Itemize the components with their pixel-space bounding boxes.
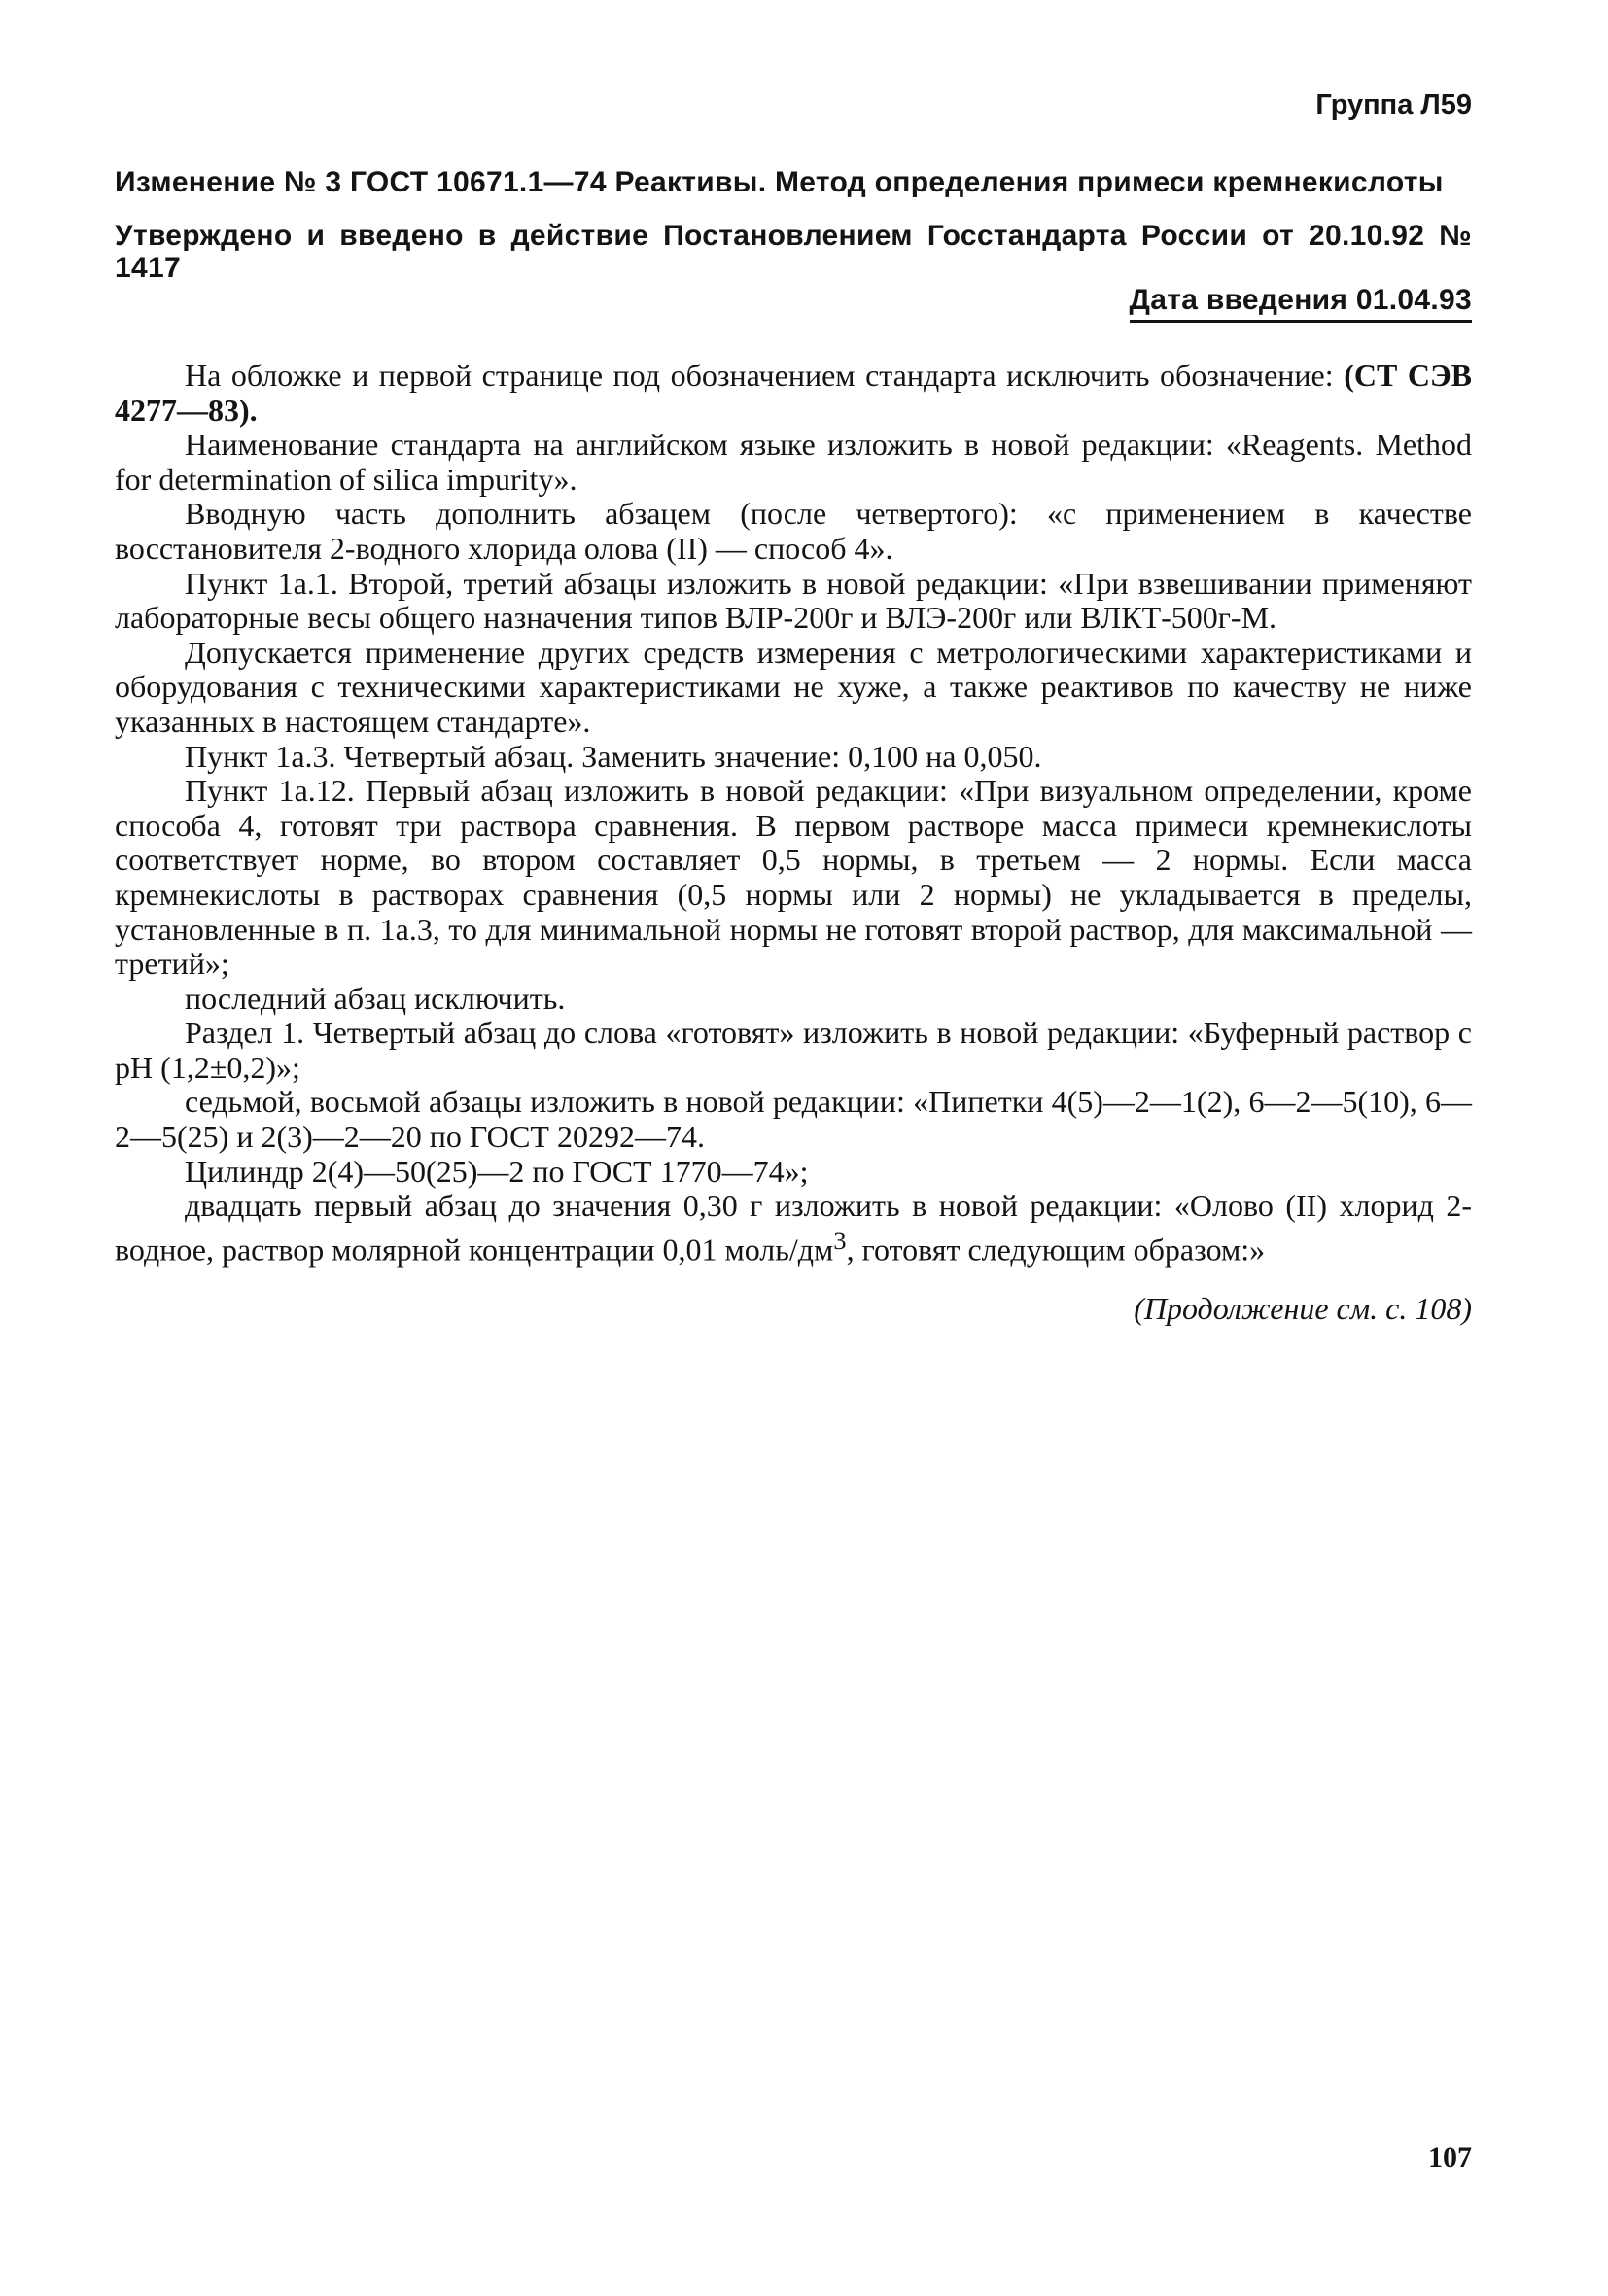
intro-date-row bbox=[115, 284, 1472, 323]
paragraph-text: Цилиндр 2(4)—50(25)—2 по ГОСТ 1770—74»; bbox=[185, 1153, 809, 1189]
paragraph bbox=[115, 497, 1472, 566]
paragraph bbox=[115, 636, 1472, 740]
approval-statement: Утверждено и введено в действие Постановлением Госстандарта России от 20.10.92 № 1417 bbox=[115, 220, 1472, 284]
paragraph-text: Вводную часть дополнить абзацем (после четвертого): «с применением в качестве восстановителя 2-водного хлорида олова (II) — способ 4». bbox=[115, 496, 1472, 566]
paragraph-text: двадцать первый абзац до значения 0,30 г изложить в новой редакции: «Олово (II) хлорид 2-водное, раствор молярной концентрации 0,01 моль/дм bbox=[115, 1188, 1472, 1268]
unit-superscript: 3 bbox=[833, 1225, 847, 1255]
continuation-note: (Продолжение см. с. 108) bbox=[1134, 1291, 1472, 1327]
document-page bbox=[115, 89, 1472, 1327]
paragraph-text: Раздел 1. Четвертый абзац до слова «готовят» изложить в новой редакции: «Буферный раствор с pH (1,2±0,2)»; bbox=[115, 1015, 1472, 1085]
amendment-title: Изменение № 3 ГОСТ 10671.1—74 Реактивы. Метод определения примеси кремнекислоты bbox=[115, 166, 1444, 198]
paragraph bbox=[115, 1155, 1472, 1190]
paragraph-text: Пункт 1а.3. Четвертый абзац. Заменить значение: 0,100 на 0,050. bbox=[185, 738, 1042, 774]
group-label: Группа Л59 bbox=[1315, 89, 1472, 121]
paragraph bbox=[115, 1189, 1472, 1268]
paragraph-text: Допускается применение других средств измерения с метрологическими характеристиками и оборудования с техническими характеристиками не хуже, а также реактивов по качеству не ниже указанных в настоящем стандарте». bbox=[115, 634, 1472, 739]
paragraph bbox=[115, 567, 1472, 636]
paragraph-text: , готовят следующим образом:» bbox=[846, 1232, 1266, 1268]
amendment-body bbox=[115, 359, 1472, 1268]
paragraph bbox=[115, 982, 1472, 1017]
paragraph bbox=[115, 1016, 1472, 1085]
paragraph-text: Пункт 1а.1. Второй, третий абзацы изложить в новой редакции: «При взвешивании применяют лабораторные весы общего назначения типов ВЛР-200г и ВЛЭ-200г или ВЛКТ-500г-М. bbox=[115, 565, 1472, 636]
paragraph bbox=[115, 774, 1472, 982]
paragraph-text: Наименование стандарта на английском языке изложить в новой редакции: «Reagents. Method for determination of silica impurity». bbox=[115, 427, 1472, 497]
page-number: 107 bbox=[1428, 2141, 1472, 2174]
paragraph-bold-text: (СТ СЭВ 4277—83). bbox=[115, 358, 1473, 428]
paragraph bbox=[115, 428, 1472, 497]
paragraph-text: Пункт 1а.12. Первый абзац изложить в новой редакции: «При визуальном определении, кроме способа 4, готовят три раствора сравнения. В первом растворе масса примеси кремнекислоты соответствует норме, во втором составляет 0,5 нормы, в третьем — 2 нормы. Если масса кремнекислоты в растворах сравнения (0,5 нормы или 2 нормы) не укладывается в пределы, установленные в п. 1а.3, то для минимальной нормы не готовят второй раствор, для максимальной — третий»; bbox=[115, 773, 1472, 982]
paragraph-text: последний абзац исключить. bbox=[185, 980, 566, 1016]
paragraph bbox=[115, 1085, 1472, 1154]
paragraph-text: седьмой, восьмой абзацы изложить в новой редакции: «Пипетки 4(5)—2—1(2), 6—2—5(10), 6—2—5(25) и 2(3)—2—20 по ГОСТ 20292—74. bbox=[115, 1084, 1472, 1155]
intro-date: Дата введения 01.04.93 bbox=[1130, 284, 1472, 323]
paragraph-text: На обложке и первой странице под обозначением стандарта исключить обозначение: bbox=[185, 358, 1345, 393]
paragraph bbox=[115, 740, 1472, 775]
paragraph bbox=[115, 359, 1472, 428]
